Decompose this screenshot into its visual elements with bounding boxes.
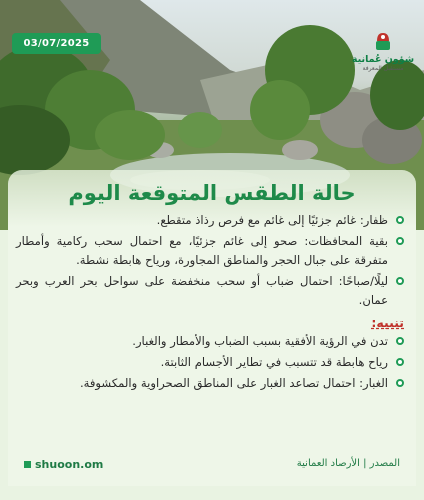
bullet-icon: [396, 358, 404, 366]
forecast-content: [16, 211, 404, 395]
website-text: shuoon.om: [35, 458, 104, 471]
forecast-item-text: بقية المحافظات: صحو إلى غائم جزئيًا، مع احتمال سحب ركامية وأمطار متفرقة على جبال الحجر والمناطق المجاورة، ورياح هابطة نشطة.: [16, 234, 388, 267]
bullet-icon: [396, 237, 404, 245]
alert-item-text: تدن في الرؤية الأفقية بسبب الضباب والأمطار والغبار.: [132, 334, 388, 348]
forecast-item-other-governorates: [16, 232, 404, 270]
forecast-item-dhofar: [16, 211, 404, 230]
alert-item-visibility: [16, 332, 404, 351]
bullet-icon: [396, 216, 404, 224]
website-link[interactable]: [24, 458, 103, 471]
forecast-item-night: [16, 272, 404, 310]
alert-item-text: رياح هابطة قد تتسبب في تطاير الأجسام الثابتة.: [160, 355, 388, 369]
alert-item-dust: [16, 374, 404, 393]
bullet-icon: [396, 277, 404, 285]
bullet-icon: [396, 337, 404, 345]
forecast-item-text: ظفار: غائم جزئيًا إلى غائم مع فرص رذاذ متقطع.: [156, 213, 388, 227]
source-credit: المصدر | الأرصاد العمانية: [296, 458, 400, 469]
alert-title: تنبيه:: [371, 315, 404, 330]
logo-title: شؤون عُمانية: [351, 54, 415, 65]
bullet-icon: [396, 379, 404, 387]
forecast-title: حالة الطقس المتوقعة اليوم: [68, 181, 356, 205]
date-badge: 03/07/2025: [12, 33, 101, 54]
brand-logo: [348, 28, 418, 83]
alert-item-text: الغبار: احتمال تصاعد الغبار على المناطق الصحراوية والمكشوفة.: [79, 376, 388, 390]
logo-subtitle: مستقبل المعرفة: [362, 65, 404, 72]
square-icon: [24, 461, 31, 468]
alert-item-winds: [16, 353, 404, 372]
forecast-item-text: ليلًا/صباحًا: احتمال ضباب أو سحب منخفضة على سواحل بحر العرب وبحر عمان.: [16, 274, 388, 307]
logo-mark-icon: [371, 28, 395, 52]
